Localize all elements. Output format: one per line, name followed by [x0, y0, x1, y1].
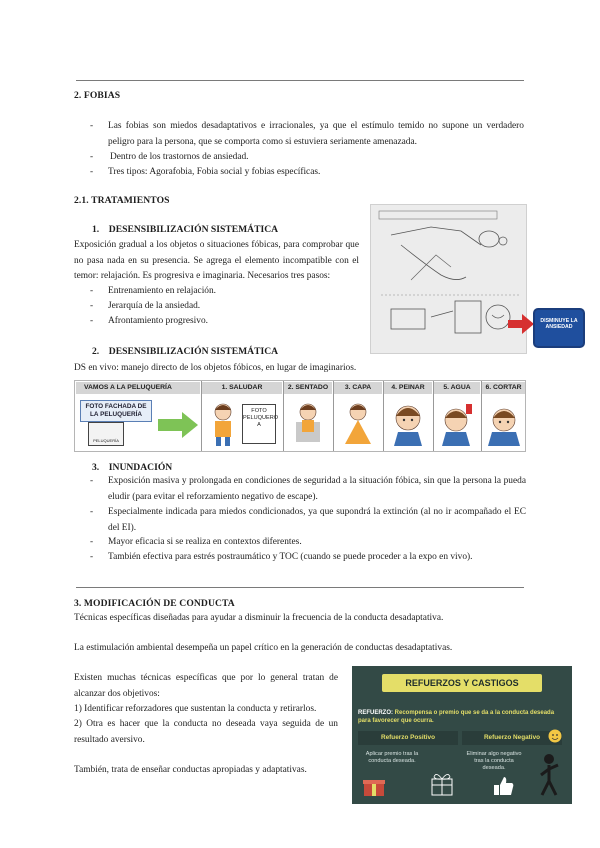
section-heading-tratamientos: 2.1. TRATAMIENTOS: [74, 195, 170, 206]
smiley-icon: [548, 729, 562, 743]
list-item: - Exposición masiva y prolongada en condiciones de seguridad a la situación fóbica, sin que la persona la pueda eludir (para evitar el reforzamiento negativo de escape).: [90, 474, 526, 505]
subheading-inundacion: 3. INUNDACIÓN: [92, 462, 173, 473]
paragraph: Existen muchas técnicas específicas que por lo general tratan de alcanzar dos objetivos:: [74, 673, 338, 699]
shop-photo-label: FOTO FACHADA DE LA PELUQUERÍA: [80, 400, 152, 422]
arrow-right-icon: [508, 314, 534, 334]
definition-text: Recompensa o premio que se da a la conducta deseada para favorecer que ocurra.: [358, 710, 555, 724]
ds-en-vivo-text: DS en vivo: manejo directo de los objetos fóbicos, en lugar de imaginarios.: [74, 363, 357, 373]
bullet-text: Mayor eficacia si se realiza en contextos diferentes.: [108, 537, 302, 547]
hairdresser-sequence-strip: [74, 380, 526, 452]
thumbs-up-icon: [492, 775, 514, 797]
infographic-title: REFUERZOS Y CASTIGOS: [382, 674, 542, 692]
desensibilizacion-description: Exposición gradual a los objetos o situaciones fóbicas, para comprobar que no pasa nada en su presencia. Se agrega el elemento incompatible con el temor: relajación. Es progresiva e imaginaria. Necesarios tres pasos:: [74, 240, 359, 281]
list-item: - Afrontamiento progresivo.: [90, 314, 350, 330]
reinforcement-infographic: [352, 666, 572, 804]
shop-label: PELUQUERÍA: [93, 438, 119, 443]
cell-header: 2. SENTADO: [284, 382, 332, 394]
sequence-cell: [334, 382, 382, 450]
definition-label: REFUERZO:: [358, 710, 393, 716]
child-greeting-icon: [206, 402, 240, 448]
step-text: Jerarquía de la ansiedad.: [108, 301, 201, 311]
person-icon: [538, 753, 560, 797]
sequence-cell: [384, 382, 432, 450]
positive-title: Refuerzo Positivo: [358, 731, 458, 745]
list-item: - Las fobias son miedos desadaptativos e irracionales, ya que el estímulo temido no supone un verdadero peligro para la persona, que se comporta como si estuviera seriamente amenazada.: [90, 119, 524, 150]
cell-header: VAMOS A LA PELUQUERÍA: [76, 382, 200, 394]
section-heading-modificacion: 3. MODIFICACIÓN DE CONDUCTA: [74, 598, 235, 609]
positive-reinforcement-panel: [358, 731, 458, 799]
list-item: - También efectiva para estrés postraumático y TOC (cuando se puede proceder a la expo en vivo).: [90, 550, 526, 566]
cell-header: 5. AGUA: [434, 382, 480, 394]
step-text: Afrontamiento progresivo.: [108, 316, 208, 326]
list-item: - Jerarquía de la ansiedad.: [90, 299, 350, 315]
paragraph: 2) Otra es hacer que la conducta no deseada vaya seguida de un resultado aversivo.: [74, 719, 338, 745]
hairdresser-photo-label: FOTO PELUQUERO A: [242, 404, 276, 444]
gift-icon: [362, 777, 386, 797]
top-divider: [76, 80, 524, 81]
child-haircut-icon: [486, 400, 522, 448]
paragraph: También, trata de enseñar conductas apropiadas y adaptativas.: [74, 765, 307, 775]
bullet-text: Las fobias son miedos desadaptativos e irracionales, ya que el estímulo temido no supone un verdadero peligro para la persona, que se comporta como si estuviera seriamente amenazada.: [108, 121, 524, 147]
child-seated-icon: [292, 400, 324, 448]
sketch-drawing: [371, 205, 526, 353]
bullet-text: También efectiva para estrés postraumático y TOC (cuando se puede proceder a la expo en vivo).: [108, 552, 473, 562]
sequence-cell: [76, 382, 200, 450]
section-heading-fobias: 2. FOBIAS: [74, 90, 121, 101]
section-divider: [76, 587, 524, 588]
sequence-cell: [284, 382, 332, 450]
paragraph: Técnicas específicas diseñadas para ayudar a disminuir la frecuencia de la conducta desadaptativa.: [74, 613, 444, 623]
cell-header: 6. CORTAR: [482, 382, 525, 394]
reduces-anxiety-badge: DISMINUYE LA ANSIEDAD: [533, 308, 585, 348]
bullet-text: Dentro de los trastornos de ansiedad.: [110, 152, 249, 162]
paragraph: 1) Identificar reforzadores que sustentan la conducta y retirarlos.: [74, 704, 317, 714]
bullet-text: Tres tipos: Agorafobia, Fobia social y fobias específicas.: [108, 167, 321, 177]
step-text: Entrenamiento en relajación.: [108, 286, 217, 296]
arrow-right-icon: [158, 412, 198, 438]
list-item: - Mayor eficacia si se realiza en contextos diferentes.: [90, 535, 526, 551]
bullet-text: Exposición masiva y prolongada en condiciones de seguridad a la situación fóbica, sin que la persona la pueda eludir (para evitar el reforzamiento negativo de escape).: [108, 476, 526, 502]
sequence-cell: [434, 382, 480, 450]
sequence-cell: [202, 382, 282, 450]
positive-text: Aplicar premio tras la conducta deseada.: [365, 751, 419, 764]
child-cape-icon: [342, 400, 374, 448]
cell-header: 4. PEINAR: [384, 382, 432, 394]
bullet-text: Especialmente indicada para miedos condicionados, ya que supondrá la extinción (al no ir acompañado el EC del EI).: [108, 507, 526, 533]
shop-icon: [88, 422, 124, 446]
exposure-sketch-illustration: [370, 204, 527, 354]
child-comb-icon: [390, 400, 426, 448]
negative-text: Eliminar algo negativo tras la conducta deseada.: [466, 751, 522, 771]
negative-title: Refuerzo Negativo: [462, 731, 562, 745]
list-item: - Especialmente indicada para miedos condicionados, ya que supondrá la extinción (al no ir acompañado el EC del EI).: [90, 505, 526, 536]
gift-box-icon: [430, 771, 454, 797]
negative-reinforcement-panel: [462, 731, 562, 799]
child-water-icon: [440, 400, 476, 448]
sequence-cell: [482, 382, 525, 450]
reinforcement-definition: [358, 710, 566, 725]
subheading-desensibilizacion-2: 2. DESENSIBILIZACIÓN SISTEMÁTICA: [92, 346, 279, 357]
list-item: - Tres tipos: Agorafobia, Fobia social y fobias específicas.: [90, 165, 524, 181]
cell-header: 1. SALUDAR: [202, 382, 282, 394]
paragraph: La estimulación ambiental desempeña un papel crítico en la generación de conductas desadaptativas.: [74, 643, 453, 653]
list-item: - Dentro de los trastornos de ansiedad.: [90, 150, 524, 166]
cell-header: 3. CAPA: [334, 382, 382, 394]
subheading-desensibilizacion-1: 1. DESENSIBILIZACIÓN SISTEMÁTICA: [92, 224, 279, 235]
list-item: - Entrenamiento en relajación.: [90, 284, 350, 300]
